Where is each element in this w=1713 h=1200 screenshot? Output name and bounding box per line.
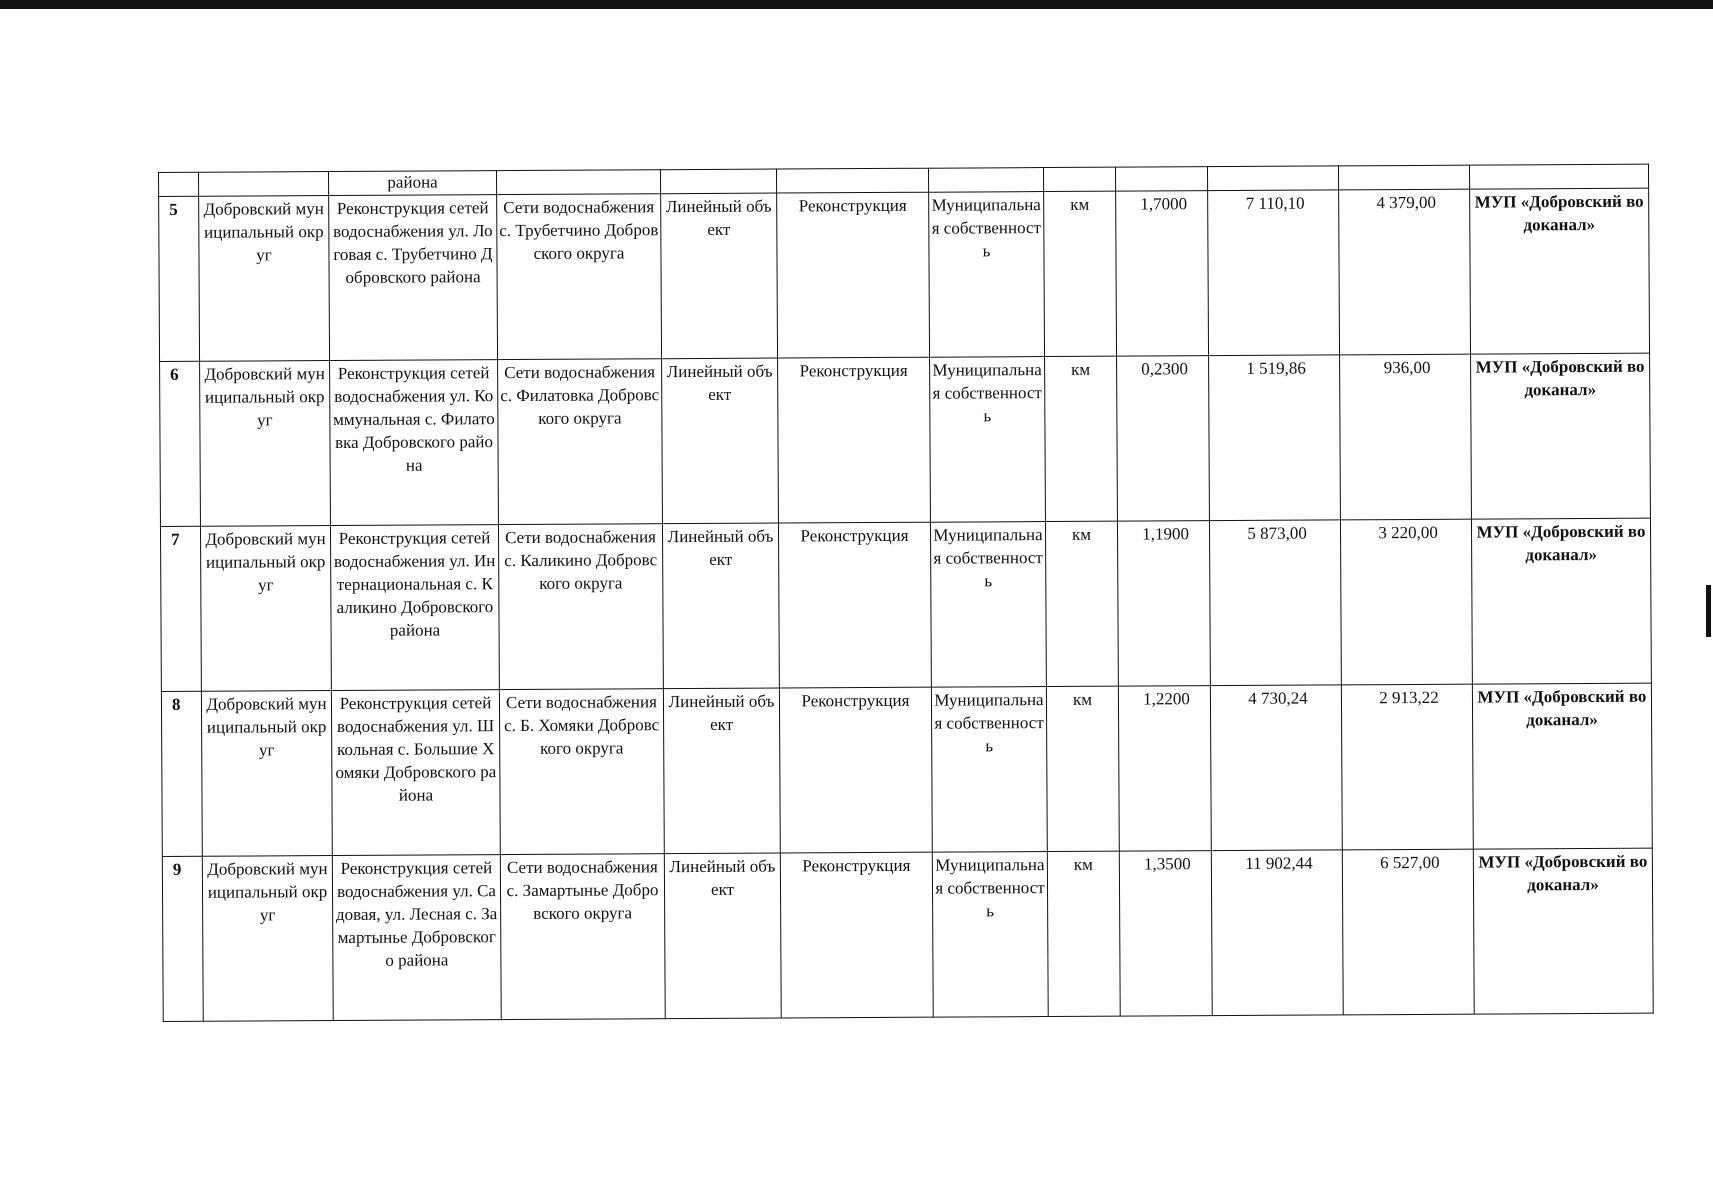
cell-cost: 1 519,86 xyxy=(1209,355,1341,521)
cell-cost: 4 730,24 xyxy=(1210,685,1342,851)
cell-work-type: Реконструкция xyxy=(778,357,931,523)
cell-length xyxy=(1115,167,1207,192)
cell-ownership xyxy=(928,168,1043,193)
cell-amount: 6 527,00 xyxy=(1342,849,1474,1015)
cell-cost xyxy=(1207,166,1338,191)
table-row xyxy=(160,353,1651,526)
cell-measure: Реконструкция сетей водоснабжения ул. Логовая с. Трубетчино Добровского района xyxy=(329,195,498,361)
cell-measure: Реконструкция сетей водоснабжения ул. Интернациональная с. Каликино Добровского района xyxy=(330,525,499,691)
cell-num: 8 xyxy=(161,691,202,856)
cell-org: МУП «Добровский водоканал» xyxy=(1472,683,1652,849)
cell-org: МУП «Добровский водоканал» xyxy=(1473,848,1653,1014)
cell-object-type: Линейный объект xyxy=(662,358,779,524)
table-row xyxy=(160,518,1651,691)
table-row xyxy=(159,188,1650,361)
cell-municipality: Добровский муниципальный округ xyxy=(202,856,333,1022)
cell-work-type xyxy=(776,168,928,193)
cell-measure: Реконструкция сетей водоснабжения ул. Школьная с. Большие Хомяки Добровского района xyxy=(331,690,500,856)
cell-num: 6 xyxy=(160,361,201,526)
cell-ownership: Муниципальная собственность xyxy=(929,192,1045,358)
cell-num xyxy=(159,172,199,196)
cell-measure: Реконструкция сетей водоснабжения ул. Садовая, ул. Лесная с. Замартынье Добровского района xyxy=(332,855,501,1021)
cell-municipality: Добровский муниципальный округ xyxy=(199,196,330,362)
cell-object-name: Сети водоснабжения с. Филатовка Добровского округа xyxy=(498,359,663,525)
cell-unit: км xyxy=(1045,356,1118,521)
cell-object-type: Линейный объект xyxy=(662,523,779,689)
cell-cost: 11 902,44 xyxy=(1211,850,1343,1016)
cell-object-type: Линейный объект xyxy=(661,193,778,359)
cell-ownership: Муниципальная собственность xyxy=(932,852,1048,1018)
cell-cost: 5 873,00 xyxy=(1209,520,1341,686)
cell-work-type: Реконструкция xyxy=(780,852,933,1018)
cell-object-type: Линейный объект xyxy=(663,688,780,854)
cell-amount: 936,00 xyxy=(1340,354,1472,520)
cell-length: 1,3500 xyxy=(1119,851,1212,1017)
document-page xyxy=(158,164,1654,1022)
cell-amount: 2 913,22 xyxy=(1341,684,1473,850)
cell-object-name: Сети водоснабжения с. Трубетчино Добровского округа xyxy=(497,194,662,360)
cell-object-name: Сети водоснабжения с. Каликино Добровского округа xyxy=(498,524,663,690)
cell-work-type: Реконструкция xyxy=(778,522,931,688)
cell-object-name xyxy=(496,170,660,195)
cell-unit: км xyxy=(1047,851,1120,1016)
cell-work-type: Реконструкция xyxy=(777,192,930,358)
cell-ownership: Муниципальная собственность xyxy=(931,687,1047,853)
scan-edge-mark xyxy=(1706,585,1711,637)
table-row xyxy=(162,848,1653,1021)
cell-municipality xyxy=(199,172,329,197)
cell-unit: км xyxy=(1045,521,1118,686)
cell-org xyxy=(1469,164,1648,189)
investment-program-table xyxy=(158,164,1654,1022)
cell-length: 1,2200 xyxy=(1118,686,1211,852)
cell-num: 9 xyxy=(162,856,203,1021)
table-row xyxy=(161,683,1652,856)
cell-work-type: Реконструкция xyxy=(779,687,932,853)
cell-length: 1,7000 xyxy=(1116,191,1209,357)
cell-object-name: Сети водоснабжения с. Б. Хомяки Добровского округа xyxy=(499,689,664,855)
cell-unit xyxy=(1043,167,1115,191)
scan-top-edge xyxy=(0,0,1713,9)
cell-amount: 3 220,00 xyxy=(1340,519,1472,685)
cell-object-type xyxy=(660,169,776,194)
cell-amount: 4 379,00 xyxy=(1339,189,1471,355)
cell-unit: км xyxy=(1046,686,1119,851)
cell-org: МУП «Добровский водоканал» xyxy=(1471,353,1651,519)
cell-unit: км xyxy=(1044,191,1117,356)
cell-municipality: Добровский муниципальный округ xyxy=(200,361,331,527)
cell-org: МУП «Добровский водоканал» xyxy=(1470,188,1650,354)
cell-org: МУП «Добровский водоканал» xyxy=(1471,518,1651,684)
cell-num: 7 xyxy=(160,526,201,691)
cell-ownership: Муниципальная собственность xyxy=(930,357,1046,523)
cell-amount xyxy=(1338,165,1469,190)
cell-length: 1,1900 xyxy=(1117,521,1210,687)
cell-num: 5 xyxy=(159,196,200,361)
cell-municipality: Добровский муниципальный округ xyxy=(200,526,331,692)
cell-ownership: Муниципальная собственность xyxy=(930,522,1046,688)
cell-length: 0,2300 xyxy=(1117,356,1210,522)
cell-object-type: Линейный объект xyxy=(664,853,781,1019)
cell-measure: Реконструкция сетей водоснабжения ул. Коммунальная с. Филатовка Добровского района xyxy=(330,360,499,526)
cell-cost: 7 110,10 xyxy=(1208,190,1340,356)
cell-measure: района xyxy=(329,171,497,196)
cell-municipality: Добровский муниципальный округ xyxy=(201,691,332,857)
cell-object-name: Сети водоснабжения с. Замартынье Добровского округа xyxy=(500,854,665,1020)
